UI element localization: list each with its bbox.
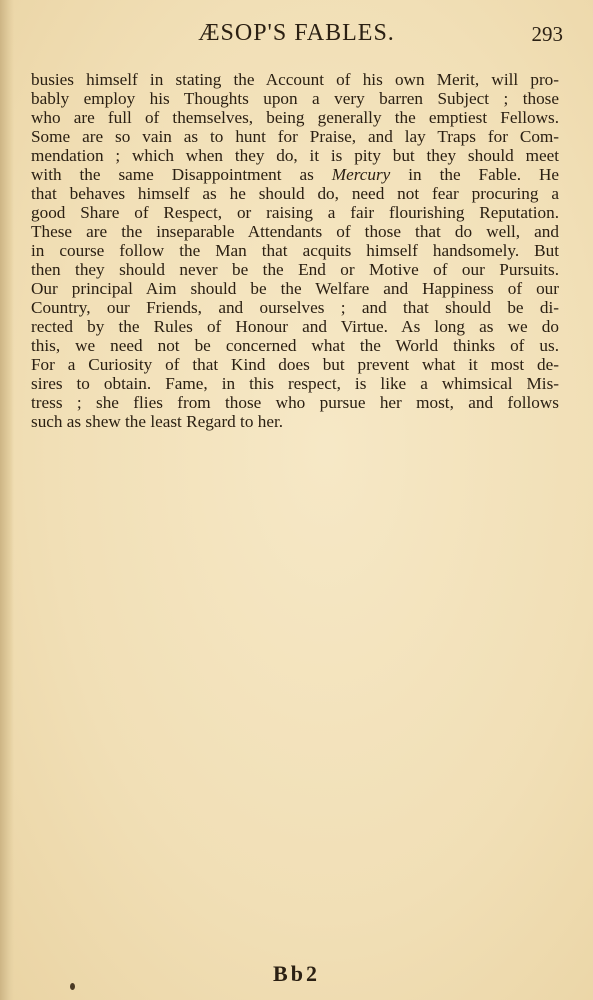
text-line: that behaves himself as he should do, need not fear procuring a [31,184,559,203]
text-line: bably employ his Thoughts upon a very barren Subject ; those [31,89,559,108]
ink-speck [70,983,75,990]
text-line: rected by the Rules of Honour and Virtue. As long as we do [31,317,559,336]
page-number: 293 [531,22,563,46]
text-line: this, we need not be concerned what the World thinks of us. [31,336,559,355]
printer-signature-mark: Bb2 [273,961,320,986]
running-head-title: ÆSOP'S FABLES. [198,20,395,46]
text-line: Some are so vain as to hunt for Praise, and lay Traps for Com- [31,127,559,146]
running-head [30,20,563,48]
page-gutter-shadow [0,0,14,1000]
text-line: sires to obtain. Fame, in this respect, is like a whimsical Mis- [31,374,559,393]
text-line: busies himself in stating the Account of his own Merit, will pro- [31,70,559,89]
text-line: For a Curiosity of that Kind does but prevent what it most de- [31,355,559,374]
text-line: mendation ; which when they do, it is pity but they should meet [31,146,559,165]
italic-word: Mercury [331,165,391,184]
text-line: with the same Disappointment as Mercury in the Fable. He [31,165,559,184]
text-line: in course follow the Man that acquits himself handsomely. But [31,241,559,260]
text-line: good Share of Respect, or raising a fair flourishing Reputation. [31,203,559,222]
text-line: then they should never be the End or Motive of our Pursuits. [31,260,559,279]
text-line: Country, our Friends, and ourselves ; and that should be di- [31,298,559,317]
text-line: tress ; she flies from those who pursue her most, and follows [31,393,559,412]
text-line: These are the inseparable Attendants of those that do well, and [31,222,559,241]
text-line: who are full of themselves, being generally the emptiest Fellows. [31,108,559,127]
text-line: such as shew the least Regard to her. [31,412,284,431]
text-line: Our principal Aim should be the Welfare and Happiness of our [31,279,559,298]
fable-moral-text [31,70,559,431]
